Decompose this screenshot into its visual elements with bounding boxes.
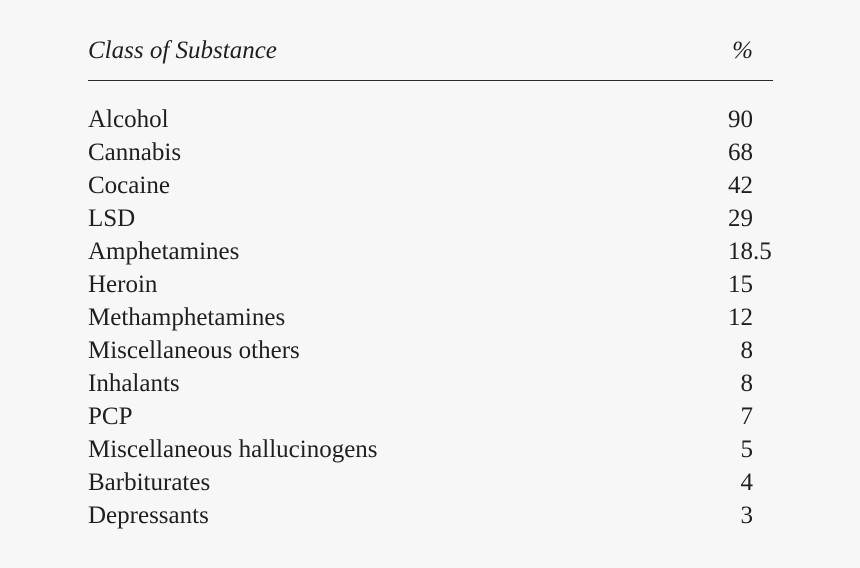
percent-integer: 12 bbox=[728, 304, 753, 331]
table-row bbox=[88, 202, 773, 235]
substance-name: Cannabis bbox=[88, 139, 182, 166]
substance-name: Miscellaneous others bbox=[88, 337, 300, 364]
percent-integer: 4 bbox=[740, 469, 753, 496]
percent-value bbox=[713, 268, 773, 301]
substance-name: Heroin bbox=[88, 271, 158, 298]
percent-integer: 90 bbox=[728, 106, 753, 133]
table-row bbox=[88, 400, 773, 433]
column-header-percent: % bbox=[732, 37, 753, 64]
percent-value bbox=[713, 202, 773, 235]
percent-integer: 15 bbox=[728, 271, 753, 298]
table-row bbox=[88, 367, 773, 400]
table-row bbox=[88, 235, 773, 268]
substance-name: Cocaine bbox=[88, 172, 170, 199]
substance-name: Methamphetamines bbox=[88, 304, 286, 331]
percent-value bbox=[713, 466, 773, 499]
column-header-substance: Class of Substance bbox=[88, 37, 277, 64]
percent-value bbox=[713, 499, 773, 532]
percent-integer: 18 bbox=[728, 238, 753, 265]
percent-integer: 8 bbox=[740, 370, 753, 397]
percent-integer: 3 bbox=[740, 502, 753, 529]
percent-integer: 29 bbox=[728, 205, 753, 232]
percent-value bbox=[713, 367, 773, 400]
table-body bbox=[88, 103, 773, 532]
percent-integer: 5 bbox=[740, 436, 753, 463]
substance-name: Amphetamines bbox=[88, 238, 240, 265]
substance-name: Alcohol bbox=[88, 106, 169, 133]
table-row bbox=[88, 499, 773, 532]
substance-name: Depressants bbox=[88, 502, 209, 529]
percent-fraction: .5 bbox=[753, 238, 772, 265]
substance-name: Barbiturates bbox=[88, 469, 211, 496]
percent-value bbox=[713, 103, 773, 136]
substance-table bbox=[88, 34, 773, 532]
table-row bbox=[88, 301, 773, 334]
percent-integer: 68 bbox=[728, 139, 753, 166]
table-row bbox=[88, 466, 773, 499]
table-row bbox=[88, 169, 773, 202]
substance-name: Miscellaneous hallucinogens bbox=[88, 436, 378, 463]
table-header bbox=[88, 34, 773, 81]
percent-integer: 42 bbox=[728, 172, 753, 199]
substance-name: Inhalants bbox=[88, 370, 180, 397]
percent-integer: 8 bbox=[740, 337, 753, 364]
table-row bbox=[88, 103, 773, 136]
percent-value bbox=[713, 136, 773, 169]
percent-value bbox=[713, 301, 773, 334]
percent-value bbox=[713, 400, 773, 433]
table-row bbox=[88, 433, 773, 466]
substance-name: PCP bbox=[88, 403, 133, 430]
percent-integer: 7 bbox=[740, 403, 753, 430]
percent-value bbox=[713, 334, 773, 367]
percent-value bbox=[713, 169, 773, 202]
table-row bbox=[88, 268, 773, 301]
percent-value bbox=[713, 433, 773, 466]
percent-value bbox=[713, 235, 773, 268]
substance-name: LSD bbox=[88, 205, 136, 232]
table-row bbox=[88, 136, 773, 169]
table-row bbox=[88, 334, 773, 367]
